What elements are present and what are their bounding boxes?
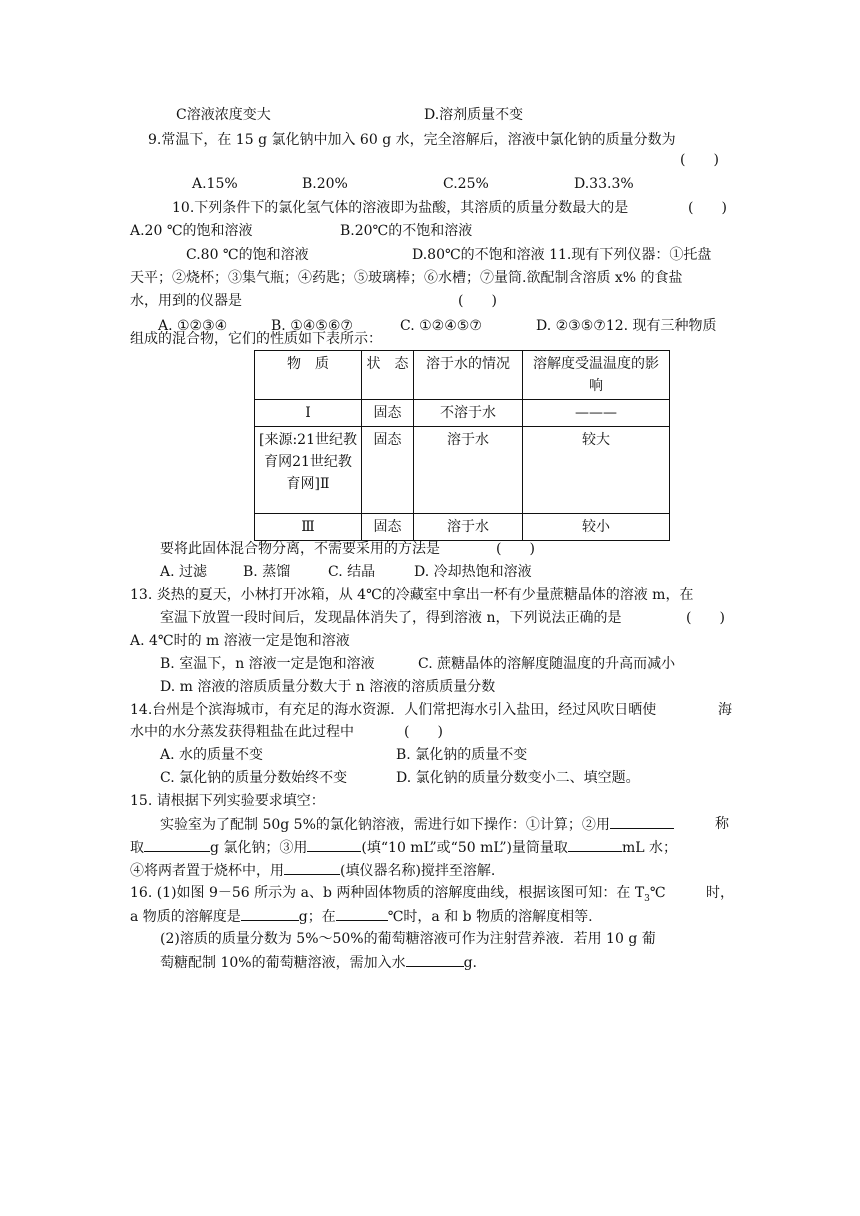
q12-line2: 组成的混合物，它们的性质如下表所示： [130, 331, 382, 347]
q16-line1-text: 16. (1)如图 9－56 所示为 a、b 两种固体物质的溶解度曲线，根据该图可知：在 T [130, 885, 645, 901]
q16-subscript: 3 [644, 893, 650, 904]
q15-title: 15. 请根据下列实验要求填空： [130, 793, 325, 809]
q8-option-c: C溶液浓度变大 [176, 107, 271, 123]
q15-line3 [130, 860, 495, 881]
q12-option-d: D. 冷却热饱和溶液 [414, 564, 532, 580]
table-row [255, 427, 670, 514]
q10-option-c: C.80 ℃的饱和溶液 [186, 247, 309, 263]
table-header-row [255, 351, 670, 400]
q16-line2-end: ℃时，a 和 b 物质的溶解度相等. [387, 909, 593, 925]
q16-line1-end: 时， [706, 885, 734, 901]
table-header-cell: 溶于水的情况 [414, 351, 523, 400]
q15-line2-start: 取 [130, 840, 144, 856]
q12-question: 要将此固体混合物分离，不需要采用的方法是 [160, 541, 440, 557]
q11-option-b: B. ①④⑤⑥⑦ [271, 318, 353, 334]
q10-option-b: B.20℃的不饱和溶液 [340, 223, 473, 239]
q14-line2: 水中的水分蒸发获得粗盐在此过程中 [130, 724, 354, 740]
q10-option-d-q11-start: D.80℃的不饱和溶液 11.现有下列仪器：①托盘 [412, 247, 712, 263]
q13-answer-paren: ( ) [686, 610, 725, 626]
table-cell: 固态 [362, 400, 414, 427]
q12-option-a: A. 过滤 [160, 564, 208, 580]
q14-line1: 14.台州是个滨海城市，有充足的海水资源．人们常把海水引入盐田，经过风吹日晒使 [130, 702, 657, 718]
table-cell: 不溶于水 [414, 400, 523, 427]
q15-line2 [130, 837, 677, 858]
q13-line2: 室温下放置一段时间后，发现晶体消失了，得到溶液 n，下列说法正确的是 [160, 610, 622, 626]
table-cell: 较小 [523, 514, 670, 541]
q10-stem: 10.下列条件下的氯化氢气体的溶液即为盐酸，其溶质的质量分数最大的是 [172, 200, 629, 216]
q11-instruments: 天平；②烧杯；③集气瓶；④药匙；⑤玻璃棒；⑥水槽；⑦量筒.欲配制含溶质 x% 的食盐 [130, 270, 683, 286]
q11-option-c: C. ①②④⑤⑦ [400, 318, 482, 334]
q16-line3: (2)溶质的质量分数为 5%～50%的葡萄糖溶液可作为注射营养液．若用 10 g 葡 [160, 931, 656, 947]
q14-option-d-section2: D. 氯化钠的质量分数变小二、填空题。 [396, 770, 640, 786]
q16-line2 [130, 906, 593, 927]
q16-blank-water[interactable] [406, 952, 464, 967]
q8-option-d: D.溶剂质量不变 [424, 107, 524, 123]
q15-line2-end: mL 水； [621, 840, 677, 856]
q12-answer-paren: ( ) [496, 541, 535, 557]
q16-line4-start: 萄糖配制 10%的葡萄糖溶液，需加入水 [160, 955, 406, 971]
q15-blank-instrument-name[interactable] [284, 860, 340, 875]
q10-answer-paren: ( ) [688, 200, 727, 216]
q15-blank-mass[interactable] [144, 837, 210, 852]
q13-line1: 13. 炎热的夏天，小林打开冰箱，从 4℃的冷藏室中拿出一杯有少量蔗糖晶体的溶液 m，在 [130, 587, 694, 603]
q15-line1 [160, 814, 674, 835]
table-cell: Ⅰ [255, 400, 362, 427]
q12-option-c: C. 结晶 [328, 564, 376, 580]
table-cell: 溶于水 [414, 427, 523, 514]
properties-table [254, 350, 670, 541]
q16-line1 [130, 883, 666, 909]
q16-degree: ℃ [649, 885, 666, 901]
q15-line2-text: (填“10 mL”或“50 mL”)量筒量取 [361, 840, 568, 856]
q13-option-c: C. 蔗糖晶体的溶解度随温度的升高而减小 [418, 656, 676, 672]
q14-line1-end: 海 [718, 702, 732, 718]
table-row [255, 400, 670, 427]
q14-option-c: C. 氯化钠的质量分数始终不变 [160, 770, 348, 786]
q16-blank-solubility[interactable] [241, 906, 299, 921]
q15-blank-instrument[interactable] [610, 814, 674, 829]
q9-option-a: A.15% [192, 176, 238, 192]
q15-blank-volume[interactable] [568, 837, 622, 852]
q11-line3: 水，用到的仪器是 [130, 293, 242, 309]
q14-option-a: A. 水的质量不变 [160, 747, 264, 763]
q9-option-b: B.20% [302, 176, 348, 192]
q11-option-a: A. ①②③④ [158, 318, 228, 334]
table-header-cell: 溶解度受温温度的影响 [523, 351, 670, 400]
q14-answer-paren: ( ) [404, 724, 443, 740]
table-cell: 固态 [362, 427, 414, 514]
table-cell: Ⅲ [255, 514, 362, 541]
table-row [255, 514, 670, 541]
table-header-cell: 状 态 [362, 351, 414, 400]
table-cell: [来源:21世纪教育网21世纪教育网]Ⅱ [255, 427, 362, 514]
q11-option-d-q12-start: D. ②③⑤⑦12. 现有三种物质 [536, 318, 717, 334]
q15-blank-cylinder[interactable] [307, 837, 361, 852]
q15-line3-end: (填仪器名称)搅拌至溶解. [340, 863, 496, 879]
q15-line2-mid: g 氯化钠；③用 [210, 840, 308, 856]
q16-line2-start: a 物质的溶解度是 [130, 909, 241, 925]
table-cell: 较大 [523, 427, 670, 514]
q13-option-d: D. m 溶液的溶质质量分数大于 n 溶液的溶质质量分数 [160, 679, 496, 695]
q16-line2-mid: g；在 [298, 909, 336, 925]
q14-option-b: B. 氯化钠的质量不变 [396, 747, 528, 763]
table-cell: 溶于水 [414, 514, 523, 541]
q11-answer-paren: ( ) [458, 293, 497, 309]
table-cell: 固态 [362, 514, 414, 541]
q15-line3-start: ④将两者置于烧杯中，用 [130, 863, 284, 879]
q9-option-d: D.33.3% [574, 176, 634, 192]
table-header-cell: 物 质 [255, 351, 362, 400]
q16-line4-end: g. [463, 955, 477, 971]
q10-option-a: A.20 ℃的饱和溶液 [130, 223, 253, 239]
q9-answer-paren: ( ) [680, 152, 719, 168]
q15-line1-end: 称 [715, 816, 729, 832]
q16-line4 [160, 952, 477, 973]
q12-option-b: B. 蒸馏 [243, 564, 291, 580]
q13-option-b: B. 室温下，n 溶液一定是饱和溶液 [160, 656, 375, 672]
q15-line1-text: 实验室为了配制 50g 5%的氯化钠溶液，需进行如下操作：①计算；②用 [160, 817, 610, 833]
q9-option-c: C.25% [443, 176, 489, 192]
q16-blank-temperature[interactable] [336, 906, 388, 921]
q9-stem: 9.常温下，在 15 g 氯化钠中加入 60 g 水，完全溶解后，溶液中氯化钠的质量分数为 [148, 132, 676, 148]
q13-option-a: A. 4℃时的 m 溶液一定是饱和溶液 [130, 633, 350, 649]
table-cell: ——— [523, 400, 670, 427]
